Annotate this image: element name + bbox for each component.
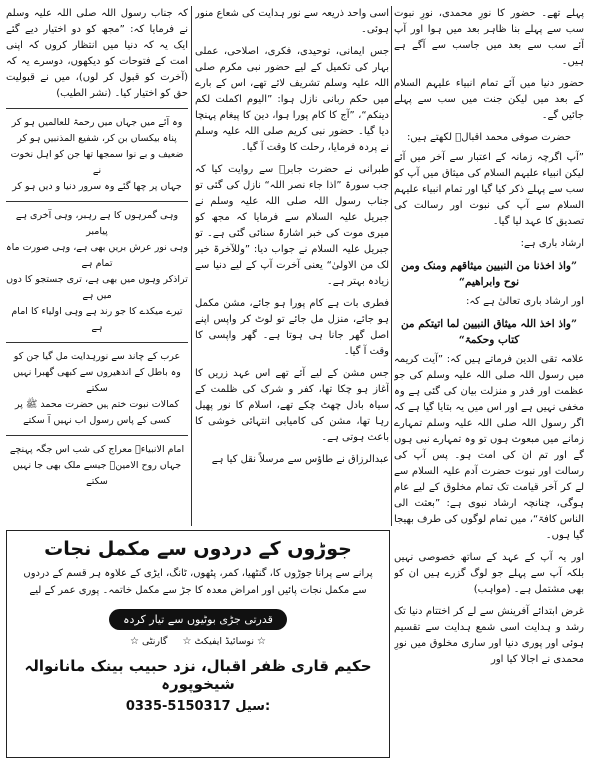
poem-line: جہاں پر چھا گئے وہ سرور دنیا و دیں ہو کر bbox=[12, 181, 182, 192]
ad-tag: گارنٹی bbox=[141, 636, 168, 647]
column-divider bbox=[191, 6, 192, 526]
phone-label: سیل: bbox=[235, 699, 271, 714]
poem-line: پناہ بیکساں بن کر، شفیع المذنبیں ہو کر bbox=[17, 133, 177, 144]
poem-stanza bbox=[6, 115, 188, 195]
poem-line: کمالات نبوت ختم ہیں حضرت محمد ﷺ پر bbox=[15, 399, 179, 410]
paragraph: جس ایمانی، توحیدی، فکری، اصلاحی، عملی بہار کی تکمیل کے لیے حضور نبی مکرم صلی اللہ علیہ وسلم تشریف لائے تھے، اس کے بارے میں حکم ربانی نازل ہوا: ”الیوم اکملت لکم دینکم“، ”آج کا کام پورا ہوا، دین کا پیغام پہنچا دیا گیا۔ حضور نبی کریم صلی اللہ علیہ وسلم نے پردہ فرمایا، رحلت کا وقت آ گیا۔ bbox=[195, 46, 389, 153]
star-icon: ☆ bbox=[129, 636, 139, 647]
poem-line: ضعیف و بے نوا سمجھا تھا جن کو اہل نخوت نے bbox=[10, 149, 184, 176]
poem-line: امام الانبیاءؐ معراج کی شب اس جگہ پہنچے bbox=[9, 444, 185, 455]
ad-title: جوڑوں کے دردوں سے مکمل نجات bbox=[44, 538, 352, 560]
paragraph: فطری بات ہے کام پورا ہو جائے، مشن مکمل ہو جائے، منزل مل جائے تو لوٹ کر واپس اپنے اصل گھر جانا ہی ہوتا ہے۔ گھر واپسی کا وقت آ گیا۔ bbox=[195, 298, 389, 357]
poem-line: وہی گمرہوں کا ہے رہبر، وہی آخری ہے پیامبر bbox=[15, 210, 179, 237]
poem-line: وہی نور عرش بریں بھی ہے، وہی صورت ماہ تمام ہے bbox=[6, 242, 188, 269]
column-divider bbox=[391, 6, 392, 526]
paragraph: اسی واحد ذریعہ سے نور ہدایت کی شعاع منور ہوئی۔ bbox=[195, 8, 389, 35]
star-icon: ☆ bbox=[257, 636, 266, 647]
poem-line: کسی کے پاس رسول اب نہیں آ سکتے bbox=[23, 415, 171, 426]
star-icon: ☆ bbox=[182, 636, 192, 647]
ad-contact-name: حکیم قاری ظفر اقبال، نزد حبیب بینک مانانوالہ شیخوپورہ bbox=[24, 657, 372, 693]
paragraph: کہ جناب رسول اللہ صلی اللہ علیہ وسلم نے فرمایا کہ: ”مجھ کو دو اختیار دیے گئے ایک یہ کہ دنیا میں انتظار کروں کہ اپنی امت کے فتوحات کو دیکھوں، دوسرے یہ کہ (آخرت کو قبول کر لوں)، میں نے قبولیت حق کو اختیار کیا۔ (نشر الطیب) bbox=[6, 8, 188, 99]
column-left bbox=[6, 6, 188, 526]
paragraph: پہلے تھے۔ حضور کا نورِ محمدی، نورِ نبوت سب سے پہلے بنا ظاہر بعد میں ہوا اور آپ آئے سب سے بعد میں جاسب سے آگے ہے ہیں۔ bbox=[394, 8, 584, 67]
arabic-verse: ”واذ اخذنا من النبیین میثاقھم ومنک ومن نوح وابراھیم“ bbox=[400, 260, 578, 288]
paragraph: عبدالرزاق نے طاؤس سے مرسلاً نقل کیا ہے bbox=[211, 454, 389, 465]
separator bbox=[6, 201, 188, 202]
poem-stanza bbox=[6, 442, 188, 490]
paragraph: ارشاد باری ہے: bbox=[520, 238, 584, 249]
separator bbox=[6, 342, 188, 343]
paragraph: حضور دنیا میں آئے تمام انبیاء علیہم السلام کے بعد میں لیکن جنت میں سب سے پہلے جائیں گے۔ bbox=[394, 78, 584, 121]
paragraph: طبرانی نے حضرت جابرؓ سے روایت کیا کہ جب سورۃ ”اذا جاء نصر اللہ“ نازل کی گئی تو جناب رسول اللہ صلی اللہ علیہ وسلم نے جبریل علیہ السلام سے فرمایا کہ مجھ کو میری موت کی خبر اشارۃً سنائی گئی ہے۔ تو جبریل علیہ السلام نے جواب دیا: ”وللآخرۃ خیر لک من الاولیٰ“ یعنی آخرت آپ کے لیے دنیا سے زیادہ بہتر ہے۔ bbox=[195, 164, 389, 287]
poem-line: وہ آئے میں جہاں میں رحمۃ للعالمیں ہو کر bbox=[11, 117, 183, 128]
column-middle bbox=[195, 6, 389, 526]
paragraph: اور یہ آپ کے عہد کے ساتھ خصوصی نہیں بلکہ آپ سے پہلے جو لوگ گزرے ہیں ان کو بھی مشتمل ہے۔ (مواہب) bbox=[394, 552, 584, 595]
paragraph: اور ارشاد باری تعالیٰ ہے کہ: bbox=[465, 296, 584, 307]
poem-line: جہاں روح الامینؑ جیسے ملک بھی جا نہیں سکتے bbox=[12, 460, 182, 487]
arabic-verse: ”واذ اخذ اللہ میثاق النبیین لما اتیتکم من کتاب وحکمۃ“ bbox=[400, 318, 578, 346]
poem-line: تراذکر وہوں میں بھی ہے، تری جستجو کا دوں میں ہے bbox=[6, 274, 188, 301]
paragraph: علامہ تقی الدین فرماتے ہیں کہ: ”آیت کریمہ میں رسول اللہ صلی اللہ علیہ وسلم کی جو عظمت اور قدر و منزلت بیان کی گئی ہے وہ مخفی نہیں ہے اور اس میں یہ بتایا گیا ہے کہ اگر رسول اللہ صلی اللہ علیہ وسلم تمہارے زمانے میں مبعوث ہوں تو وہ تمہارے نبی ہوں گے اور تم ان کی امت ہو۔ پس آپ کی رسالت اور نبوت حضرت آدم علیہ السلام سے لے کر آخر قیامت تک تمام مخلوق کے لیے عام ہوگی، چنانچہ ارشاد نبوی ہے: ”بعثت الی الناس کافۃ“، میں تمام لوگوں کی طرف بھیجا گیا ہوں۔ bbox=[394, 354, 584, 541]
separator bbox=[6, 435, 188, 436]
phone-number: 0335-5150317 bbox=[125, 699, 231, 714]
paragraph: جس مشن کے لیے آئے تھے اس عہد زریں کا آغاز ہو چکا تھا، کفر و شرک کی ظلمت کے سیاہ بادل چھٹ چکے تھے، اسلام کا نور پھیل رہا تھا، مشن کی کامیابی انتہائی خوشی کا باعث ہوتی ہے۔ bbox=[195, 368, 389, 443]
ad-banner: قدرتی جڑی بوٹیوں سے تیار کردہ bbox=[109, 609, 287, 630]
ad-tags bbox=[7, 636, 389, 647]
paragraph: ”آپ اگرچہ زمانہ کے اعتبار سے آخر میں آئے لیکن انبیاء علیہم السلام کی میثاق میں آپ کو سب سے پہلے ذکر کیا گیا اور تمام انبیاء علیہم السلام سے آپ کی نبوت اور رسالت کی تصدیق کا عہد لیا گیا۔ bbox=[394, 152, 584, 227]
advertisement-box bbox=[6, 530, 390, 758]
separator bbox=[6, 108, 188, 109]
ad-body: پرانے سے پرانا جوڑوں کا، گنٹھیا، کمر، پٹھوں، ٹانگ، ایڑی کے علاوہ ہر قسم کے دردوں سے مکمل نجات پائیں اور امراض معدہ کا جڑ سے مکمل خاتمہ۔ پوری عمر کے لیے bbox=[23, 568, 373, 596]
column-right bbox=[394, 6, 584, 759]
ad-tag: نوسائیڈ ایفیکٹ bbox=[194, 636, 254, 647]
quote-heading: حضرت صوفی محمد اقبالؒ لکھتے ہیں: bbox=[406, 132, 572, 143]
ad-phone bbox=[7, 699, 389, 714]
poem-line: وہ باطل کے اندھیروں سے کبھی گھبرا نہیں سکتے bbox=[13, 367, 181, 394]
poem-stanza bbox=[6, 208, 188, 336]
poem-stanza bbox=[6, 349, 188, 429]
paragraph: غرض ابتدائے آفرینش سے لے کر اختتام دنیا تک رشد و ہدایت اسی شمع ہدایت سے تقسیم ہوئی اور پوری دنیا اور ساری مخلوق میں نورِ محمدی نے اجالا کیا اور bbox=[394, 606, 584, 665]
poem-line: عرب کے چاند سے نورہدایت مل گیا جن کو bbox=[13, 351, 181, 362]
poem-line: تیرے میکدے کا جو رند ہے وہی اولیاء کا امام ہے bbox=[11, 306, 183, 333]
